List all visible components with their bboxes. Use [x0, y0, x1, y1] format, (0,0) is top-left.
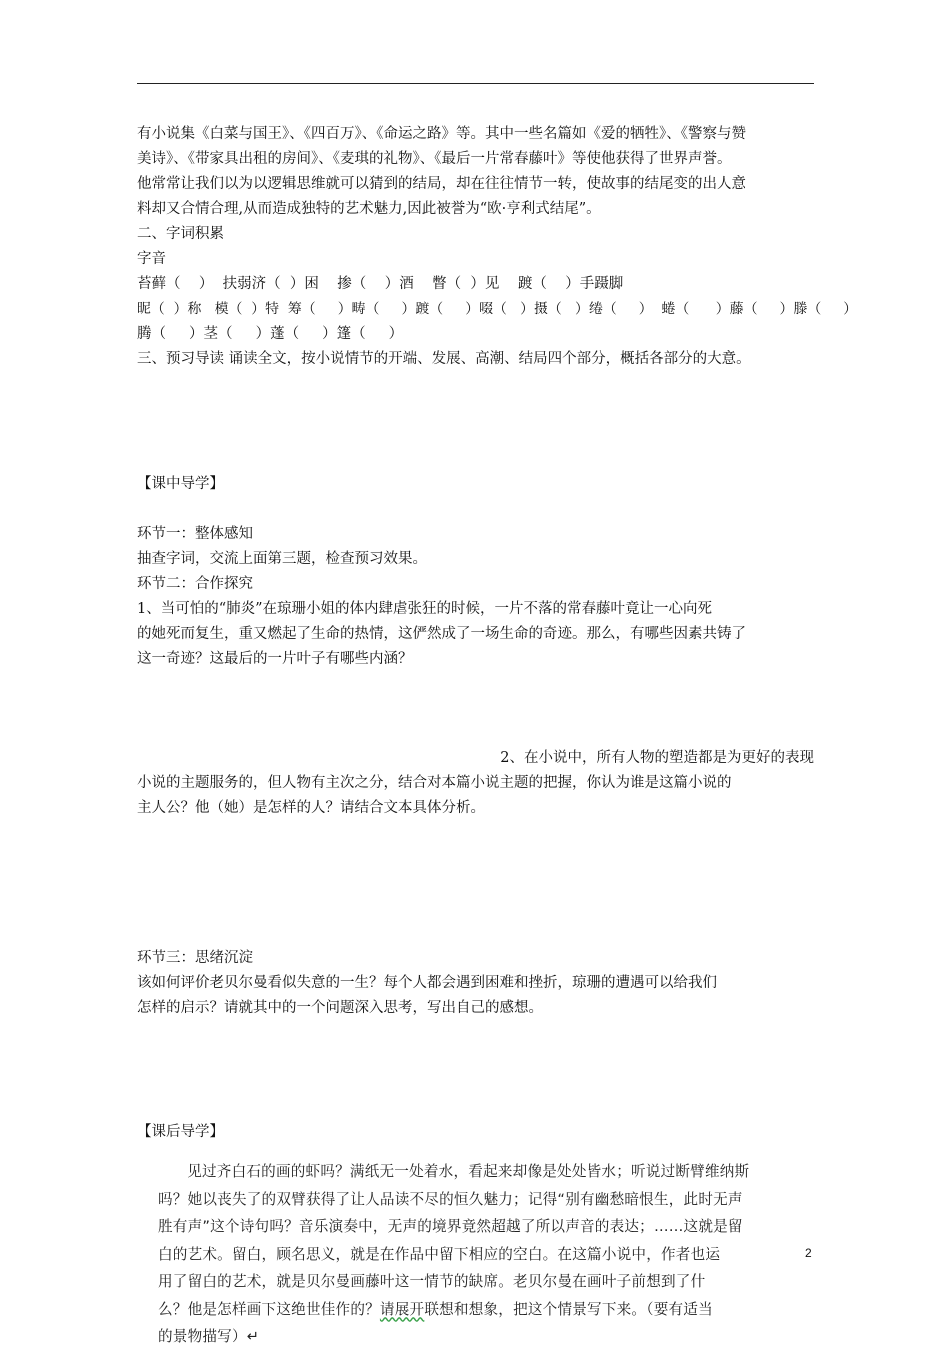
section-heading: 【课中导学】: [137, 476, 224, 492]
question-line: 2、在小说中，所有人物的塑造都是为更好的表现: [500, 750, 814, 766]
question-two-block: [137, 746, 814, 821]
question-line: 小说的主题服务的，但人物有主次之分，结合对本篇小说主题的把握，你认为谁是这篇小说的: [137, 775, 732, 791]
step-text: 抽查字词，交流上面第三题，检查预习效果。: [137, 551, 427, 567]
question-line: 1、当可怕的“肺炎”在琼珊小姐的体内肆虐张狂的时候，一片不落的常春藤叶竟让一心向死: [137, 601, 713, 617]
pronunciation-row: 昵（ ）称 模（ ）特 筹（ ）畴（ ）踱（ ）啜（ ）摄（ ）绻（ ） 蜷（ ）藤（ ）滕（ ）: [137, 301, 858, 317]
page-number: 2: [805, 1246, 812, 1260]
passage-line: 见过齐白石的画的虾吗？满纸无一处着水，看起来却像是处处皆水；听说过断臂维纳斯: [187, 1163, 750, 1180]
spellcheck-underlined-text: 请展开: [379, 1300, 425, 1318]
header-rule: [137, 83, 814, 84]
after-class-heading-block: [137, 1120, 814, 1145]
passage-line: 用了留白的艺术，就是贝尔曼画藤叶这一情节的缺席。老贝尔曼在画叶子前想到了什: [158, 1273, 706, 1290]
step-text: 怎样的启示？请就其中的一个问题深入思考，写出自己的感想。: [137, 1000, 543, 1016]
passage-line: 胜有声”这个诗句吗？音乐演奏中，无声的境界竟然超越了所以声音的表达；……这就是留: [158, 1218, 743, 1235]
pronunciation-row: 苔藓（ ） 扶弱济（ ）困 掺（ ）酒 瞥（ ）见 踱（ ）手蹑脚: [137, 276, 624, 292]
preview-instruction: 三、预习导读 诵读全文，按小说情节的开端、发展、高潮、结局四个部分，概括各部分的大意。: [137, 351, 751, 367]
intro-line: 料却又合情合理,从而造成独特的艺术魅力,因此被誉为“欧·亨利式结尾”。: [137, 201, 601, 217]
top-text-block: [137, 122, 858, 372]
after-class-passage: [158, 1158, 788, 1351]
passage-line: 的景物描写）↵: [158, 1328, 260, 1345]
passage-text: 么？他是怎样画下这绝世佳作的？: [158, 1300, 380, 1318]
step-title: 环节一：整体感知: [137, 526, 253, 542]
subheading: 字音: [137, 251, 166, 267]
in-class-block: [137, 472, 814, 672]
passage-line: [158, 1296, 788, 1324]
step-three-block: [137, 946, 814, 1021]
step-title: 环节二：合作探究: [137, 576, 253, 592]
passage-line: 吗？她以丧失了的双臂获得了让人品读不尽的恒久魅力；记得“别有幽愁暗恨生，此时无声: [158, 1190, 743, 1208]
intro-line: 美诗》、《带家具出租的房间》、《麦琪的礼物》、《最后一片常春藤叶》等使他获得了世界声誉。: [137, 151, 732, 167]
intro-line: 他常常让我们以为以逻辑思维就可以猜到的结局，却在往往情节一转，使故事的结尾变的出人意: [137, 176, 746, 192]
step-title: 环节三：思绪沉淀: [137, 950, 253, 966]
question-line: 主人公？他（她）是怎样的人？请结合文本具体分析。: [137, 800, 485, 816]
pronunciation-row: 腾（ ）茎（ ）蓬（ ）篷（ ）: [137, 326, 404, 342]
question-line: 的她死而复生，重又燃起了生命的热情，这俨然成了一场生命的奇迹。那么，有哪些因素共铸了: [137, 626, 746, 642]
passage-line: 白的艺术。留白，顾名思义，就是在作品中留下相应的空白。在这篇小说中，作者也运: [158, 1245, 721, 1263]
question-line: 这一奇迹？这最后的一片叶子有哪些内涵？: [137, 651, 413, 667]
intro-line: 有小说集《白菜与国王》、《四百万》、《命运之路》等。其中一些名篇如《爱的牺牲》、《警察与赞: [137, 126, 746, 142]
section-heading: 二、字词积累: [137, 226, 224, 242]
step-text: 该如何评价老贝尔曼看似失意的一生？每个人都会遇到困难和挫折，琼珊的遭遇可以给我们: [137, 975, 717, 991]
section-heading: 【课后导学】: [137, 1124, 224, 1140]
passage-text: 联想和想象，把这个情景写下来。（要有适当: [424, 1300, 713, 1318]
